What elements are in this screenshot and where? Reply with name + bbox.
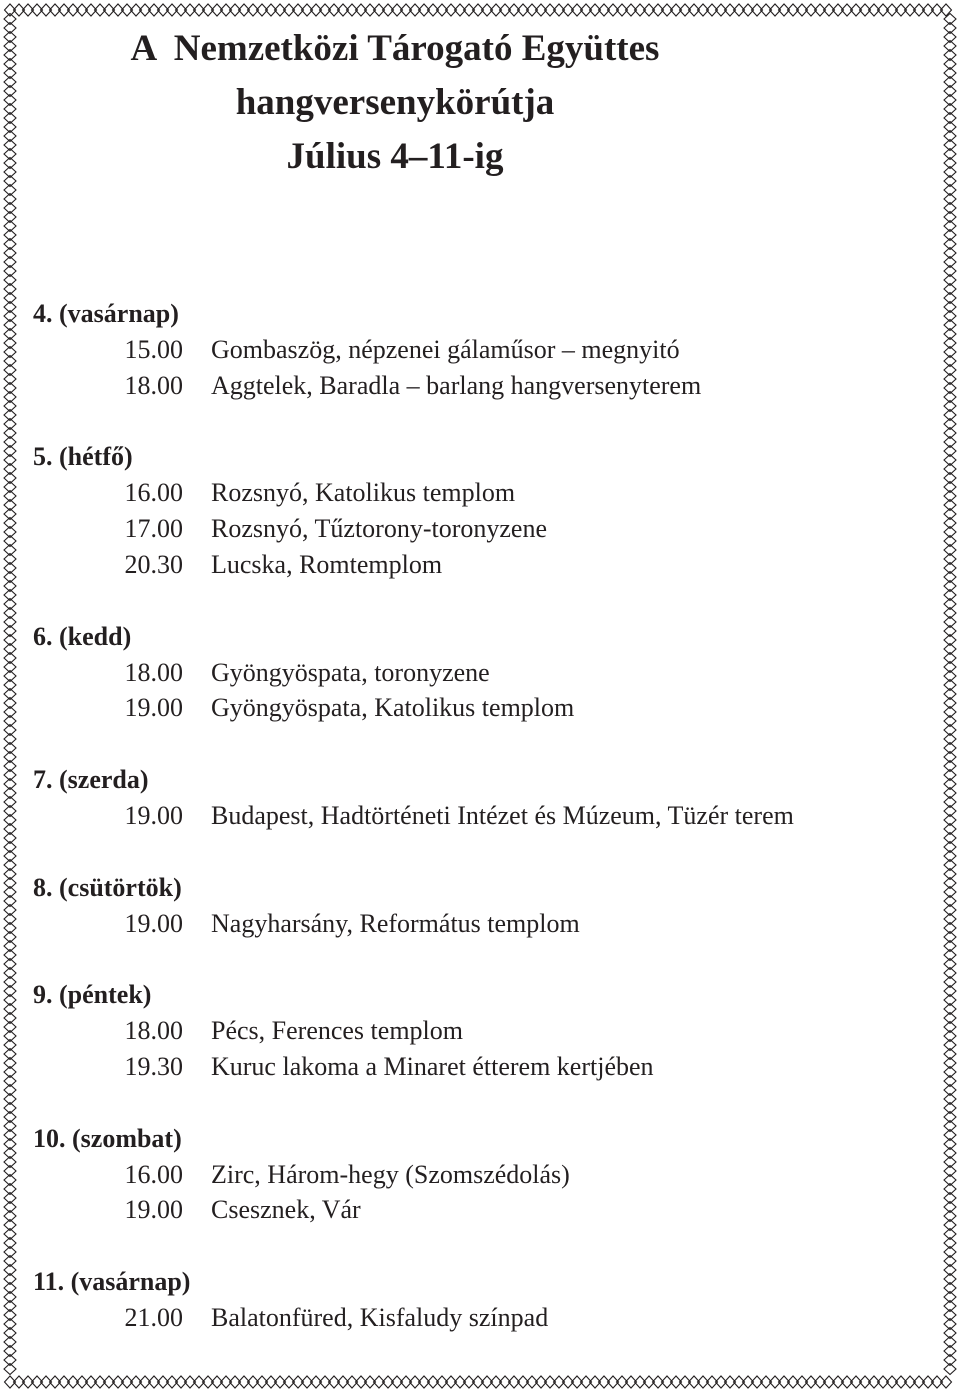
event-place: Aggtelek, Baradla – barlang hangversenyterem — [211, 370, 702, 400]
event-row — [33, 690, 933, 726]
event-row — [33, 1300, 933, 1336]
event-place: Pécs, Ferences templom — [211, 1016, 463, 1046]
document-title — [0, 22, 790, 184]
title-line-3: Július 4–11-ig — [286, 136, 504, 177]
schedule-day — [33, 977, 933, 1084]
event-row — [33, 906, 933, 942]
event-place: Gyöngyöspata, toronyzene — [211, 657, 490, 687]
event-place: Lucska, Romtemplom — [211, 549, 443, 579]
event-row — [33, 1157, 933, 1193]
schedule-day — [33, 762, 933, 834]
event-place: Rozsnyó, Tűztorony-toronyzene — [211, 514, 547, 544]
title-line-1: A Nemzetközi Tárogató Együttes — [130, 28, 660, 69]
day-heading: 5. (hétfő) — [33, 442, 133, 472]
schedule-day — [33, 870, 933, 942]
event-row — [33, 1049, 933, 1085]
event-place: Csesznek, Vár — [211, 1195, 361, 1225]
event-time: 20.30 — [124, 549, 183, 579]
schedule-day — [33, 439, 933, 582]
event-time: 18.00 — [124, 370, 183, 400]
schedule-day — [33, 1121, 933, 1228]
concert-schedule — [33, 296, 933, 1372]
event-place: Rozsnyó, Katolikus templom — [211, 478, 516, 508]
event-place: Balatonfüred, Kisfaludy színpad — [211, 1303, 549, 1333]
event-time: 16.00 — [124, 1159, 183, 1189]
day-heading: 8. (csütörtök) — [33, 872, 182, 902]
event-time: 19.00 — [124, 1195, 183, 1225]
title-line-2: hangversenykörútja — [235, 82, 555, 123]
schedule-day — [33, 296, 933, 403]
event-place: Budapest, Hadtörténeti Intézet és Múzeum, Tüzér terem — [211, 800, 794, 830]
event-place: Kuruc lakoma a Minaret étterem kertjében — [211, 1052, 654, 1082]
day-heading: 4. (vasárnap) — [33, 299, 179, 328]
event-row — [33, 332, 933, 368]
day-heading: 6. (kedd) — [33, 621, 132, 651]
day-heading: 11. (vasárnap) — [33, 1267, 191, 1297]
event-time: 16.00 — [124, 478, 183, 508]
event-row — [33, 475, 933, 511]
schedule-day — [33, 1264, 933, 1336]
event-time: 19.00 — [124, 693, 183, 723]
day-heading: 9. (péntek) — [33, 980, 152, 1010]
event-row — [33, 798, 933, 834]
event-place: Zirc, Három-hegy (Szomszédolás) — [211, 1159, 570, 1189]
event-time: 19.00 — [124, 800, 183, 830]
event-row — [33, 368, 933, 404]
event-time: 21.00 — [124, 1303, 183, 1333]
event-place: Nagyharsány, Református templom — [211, 908, 580, 938]
event-time: 19.30 — [124, 1052, 183, 1082]
schedule-day — [33, 619, 933, 726]
event-row — [33, 511, 933, 547]
event-place: Gyöngyöspata, Katolikus templom — [211, 693, 575, 723]
day-heading: 7. (szerda) — [33, 764, 149, 794]
event-time: 18.00 — [124, 657, 183, 687]
event-row — [33, 1013, 933, 1049]
event-time: 17.00 — [124, 514, 183, 544]
day-heading: 10. (szombat) — [33, 1123, 182, 1153]
event-row — [33, 1192, 933, 1228]
event-time: 15.00 — [124, 335, 183, 364]
event-time: 19.00 — [124, 908, 183, 938]
event-time: 18.00 — [124, 1016, 183, 1046]
event-place: Gombaszög, népzenei gálaműsor – megnyitó — [211, 335, 680, 364]
event-row — [33, 655, 933, 691]
event-row — [33, 547, 933, 583]
